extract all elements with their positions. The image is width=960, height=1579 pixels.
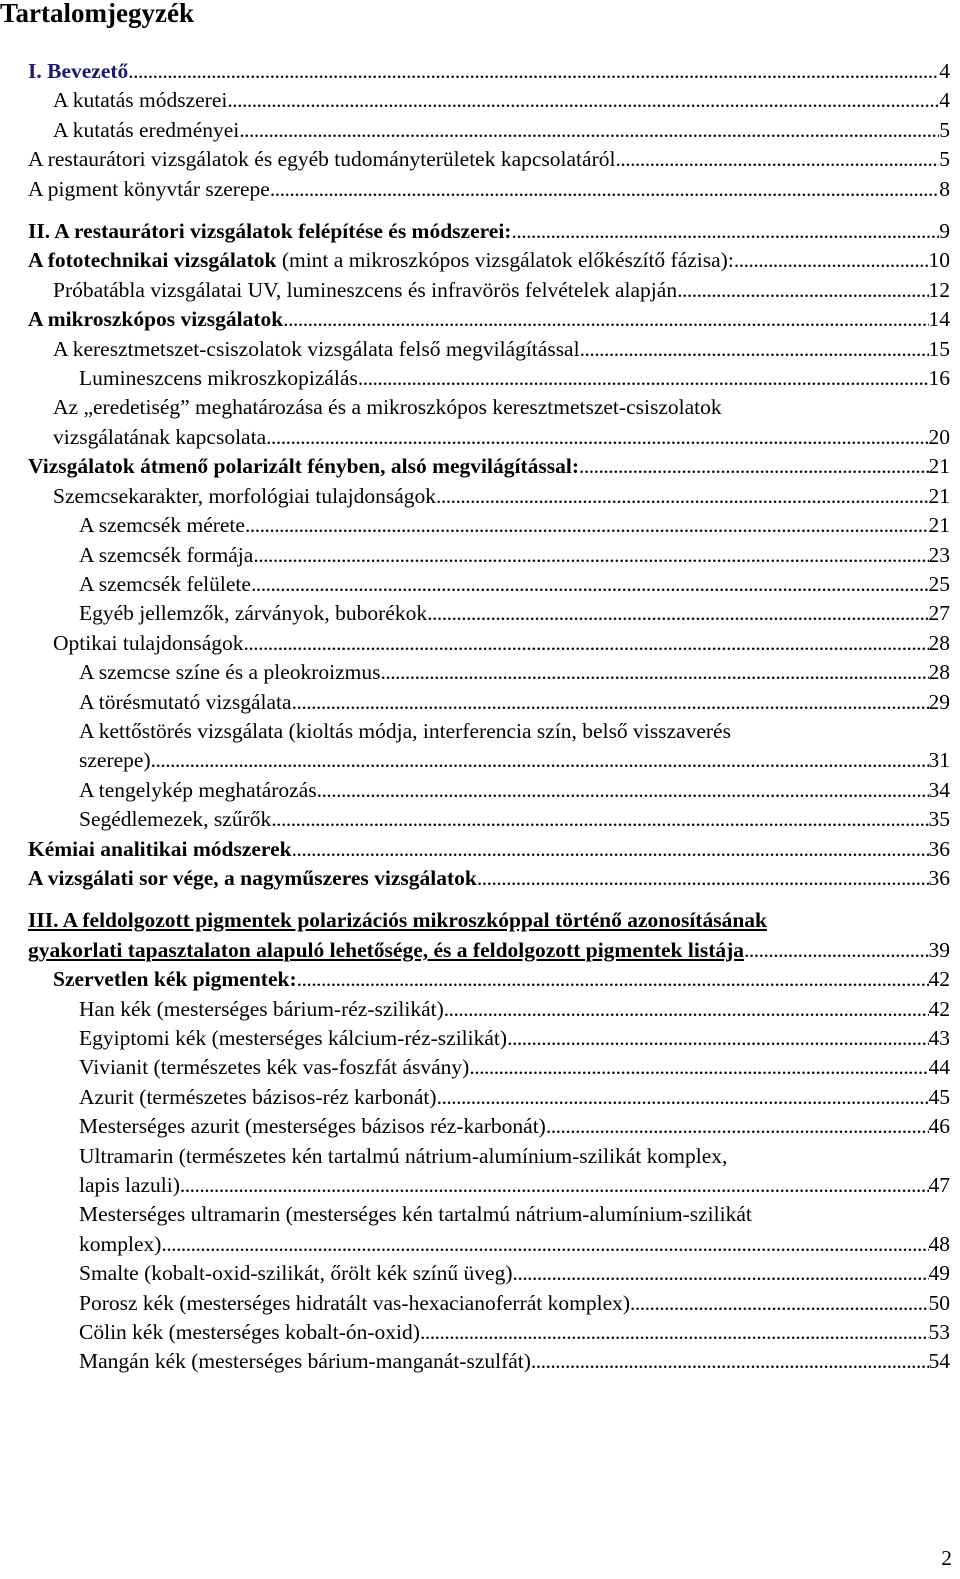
- toc-page-number: 49: [928, 1261, 950, 1286]
- toc-page-number: 10: [928, 248, 950, 273]
- toc-entry-text: A mikroszkópos vizsgálatok: [28, 307, 284, 332]
- toc-entry[interactable]: [28, 965, 950, 994]
- toc-page-number: 21: [928, 483, 950, 508]
- toc-entry-text: Szervetlen kék pigmentek:: [53, 967, 297, 992]
- toc-page-number: 21: [928, 513, 950, 538]
- toc-page-number: 45: [928, 1084, 950, 1109]
- toc-page-number: 36: [928, 865, 950, 890]
- toc-entry[interactable]: [28, 629, 950, 658]
- toc-leader-dots: [266, 423, 928, 452]
- toc-entry-text: A fototechnikai vizsgálatok (mint a mikroszkópos vizsgálatok előkészítő fázisa):: [28, 248, 734, 273]
- toc-leader-dots: [227, 86, 939, 115]
- toc-entry-text-line1: Ultramarin (természetes kén tartalmú nátrium-alumínium-szilikát komplex,: [79, 1143, 728, 1168]
- toc-entry[interactable]: [28, 1024, 950, 1053]
- toc-entry-text: Egyéb jellemzők, zárványok, buborékok: [79, 601, 428, 626]
- toc-leader-dots: [292, 688, 929, 717]
- toc-leader-dots: [271, 805, 928, 834]
- toc-entry-text: komplex): [79, 1231, 162, 1256]
- toc-entry[interactable]: [28, 511, 950, 540]
- toc-page-number: 36: [928, 836, 950, 861]
- toc-entry-text: I. Bevezető: [28, 59, 129, 83]
- toc-entry-text: A kutatás eredményei: [53, 117, 240, 142]
- toc-entry-text: A restaurátori vizsgálatok és egyéb tudományterületek kapcsolatáról: [28, 147, 616, 172]
- toc-entry[interactable]: [28, 864, 950, 893]
- toc-leader-dots: [151, 746, 929, 775]
- toc-leader-dots: [251, 570, 929, 599]
- toc-leader-dots: [283, 305, 928, 334]
- toc-page-number: 14: [928, 307, 950, 332]
- toc-page-number: 31: [928, 748, 950, 773]
- toc-leader-dots: [630, 1289, 928, 1318]
- toc-entry-text: Egyiptomi kék (mesterséges kálcium-réz-szilikát): [79, 1026, 508, 1050]
- toc-entry-text: A pigment könyvtár szerepe: [28, 176, 270, 201]
- toc-entry[interactable]: [28, 57, 950, 86]
- toc-entry-text: A törésmutató vizsgálata: [79, 689, 292, 714]
- toc-entry-text: Vizsgálatok átmenő polarizált fényben, alsó megvilágítással:: [28, 454, 580, 479]
- toc-entry[interactable]: [28, 570, 950, 599]
- toc-page-number: 8: [939, 176, 950, 201]
- toc-entry-text: A szemcsék felülete: [79, 571, 251, 596]
- toc-entry-text: Smalte (kobalt-oxid-szilikát, őrölt kék színű üveg): [79, 1261, 513, 1286]
- toc-entry-text: Cölin kék (mesterséges kobalt-ón-oxid): [79, 1320, 420, 1345]
- toc-leader-dots: [531, 1347, 929, 1376]
- toc-page-number: 15: [928, 336, 950, 361]
- toc-leader-dots: [292, 835, 929, 864]
- toc-page-number: 28: [928, 630, 950, 655]
- toc-leader-dots: [381, 658, 929, 687]
- toc-entry-text-line1: III. A feldolgozott pigmentek polarizációs mikroszkóppal történő azonosításának: [28, 908, 767, 933]
- toc-page-number: 28: [928, 660, 950, 685]
- toc-leader-dots: [546, 1112, 929, 1141]
- toc-entry[interactable]: [28, 482, 950, 511]
- toc-entry-text: Mangán kék (mesterséges bárium-manganát-szulfát): [79, 1349, 531, 1374]
- toc-page-number: 27: [928, 601, 950, 626]
- toc-page-number: 42: [928, 967, 950, 992]
- toc-leader-dots: [469, 1053, 928, 1082]
- toc-page-number: 43: [928, 1026, 950, 1050]
- toc-leader-dots: [436, 482, 928, 511]
- toc-entry[interactable]: [28, 1289, 950, 1318]
- toc-entry-text: vizsgálatának kapcsolata: [53, 424, 267, 449]
- toc-leader-dots: [358, 364, 929, 393]
- toc-page-number: 5: [939, 147, 950, 172]
- toc-entry-text: A szemcsék formája: [79, 542, 254, 567]
- toc-entry[interactable]: [28, 995, 950, 1024]
- toc-entry[interactable]: [28, 1318, 950, 1347]
- toc-entry-text: Azurit (természetes bázisos-réz karbonát): [79, 1084, 437, 1109]
- toc-entry-text-line1: A kettőstörés vizsgálata (kioltás módja, interferencia szín, belső visszaverés: [79, 718, 731, 743]
- toc-leader-dots: [245, 511, 929, 540]
- toc-entry-text-line1: Az „eredetiség” meghatározása és a mikroszkópos keresztmetszet-csiszolatok: [53, 395, 722, 420]
- toc-page-number: 12: [928, 277, 950, 302]
- toc-page-number: 53: [928, 1320, 950, 1345]
- toc-entry[interactable]: [28, 776, 950, 805]
- toc-entry[interactable]: [28, 688, 950, 717]
- toc-entry-text: Porosz kék (mesterséges hidratált vas-hexacianoferrát komplex): [79, 1290, 631, 1315]
- toc-entry[interactable]: [28, 452, 950, 481]
- toc-entry[interactable]: [28, 305, 950, 334]
- toc-page-number: 16: [928, 366, 950, 391]
- toc-leader-dots: [444, 995, 929, 1024]
- toc-leader-dots: [420, 1318, 929, 1347]
- toc-page-number: 44: [928, 1055, 950, 1080]
- toc-entry[interactable]: [28, 246, 950, 275]
- toc-entry-text: Mesterséges azurit (mesterséges bázisos réz-karbonát): [79, 1114, 546, 1139]
- toc-entry[interactable]: [28, 717, 950, 776]
- toc-entry[interactable]: [28, 599, 950, 628]
- page-number: 2: [941, 1546, 952, 1570]
- toc-entry-text: szerepe): [79, 748, 151, 773]
- toc-entry-text: Kémiai analitikai módszerek: [28, 836, 292, 861]
- toc-leader-dots: [477, 864, 929, 893]
- toc-entry-text: A szemcsék mérete: [79, 513, 245, 538]
- toc-leader-dots: [297, 965, 929, 994]
- toc-entry[interactable]: [28, 658, 950, 687]
- toc-entry[interactable]: [28, 276, 950, 305]
- toc-page-number: 25: [928, 571, 950, 596]
- toc-entry[interactable]: [28, 835, 950, 864]
- toc-leader-dots: [513, 1259, 929, 1288]
- toc-entry[interactable]: [28, 335, 950, 364]
- toc-entry-text: A kutatás módszerei: [53, 88, 228, 113]
- toc-entry[interactable]: [28, 1259, 950, 1288]
- toc-entry[interactable]: [28, 1347, 950, 1376]
- toc-entry-text: Segédlemezek, szűrők: [79, 807, 272, 832]
- toc-entry[interactable]: [28, 217, 950, 246]
- toc-page-number: 35: [928, 807, 950, 832]
- toc-page-number: 20: [928, 424, 950, 449]
- toc-leader-dots: [734, 246, 929, 275]
- toc-page-number: 50: [928, 1290, 950, 1315]
- toc-entry-text-line1: Mesterséges ultramarin (mesterséges kén tartalmú nátrium-alumínium-szilikát: [79, 1202, 752, 1227]
- toc-entry-text: Szemcsekarakter, morfológiai tulajdonságok: [53, 483, 437, 508]
- toc-entry-text: Optikai tulajdonságok: [53, 630, 244, 655]
- toc-leader-dots: [128, 57, 939, 86]
- toc-page-number: 29: [928, 689, 950, 714]
- toc-page-number: 47: [928, 1173, 950, 1198]
- toc-leader-dots: [270, 175, 939, 204]
- toc-page-number: 9: [939, 219, 950, 244]
- toc-entry[interactable]: [28, 86, 950, 115]
- toc-entry-text: gyakorlati tapasztalaton alapuló lehetősége, és a feldolgozott pigmentek listája: [28, 937, 745, 962]
- toc-leader-dots: [579, 452, 928, 481]
- toc-leader-dots: [244, 629, 929, 658]
- toc-page-number: 5: [939, 117, 950, 142]
- toc-leader-dots: [239, 116, 939, 145]
- toc-entry-text: A keresztmetszet-csiszolatok vizsgálata felső megvilágítással: [53, 336, 580, 361]
- toc-page-number: 34: [928, 777, 950, 802]
- toc-entry-text: Han kék (mesterséges bárium-réz-szilikát): [79, 996, 444, 1021]
- toc-entry[interactable]: [28, 1142, 950, 1201]
- toc-entry[interactable]: [28, 805, 950, 834]
- toc-leader-dots: [317, 776, 929, 805]
- toc-page-number: 48: [928, 1231, 950, 1256]
- toc-leader-dots: [507, 1024, 928, 1053]
- toc-entry[interactable]: [28, 1083, 950, 1112]
- toc-page-number: 21: [928, 454, 950, 479]
- toc-entry-text: lapis lazuli): [79, 1173, 180, 1198]
- toc-entry[interactable]: [28, 541, 950, 570]
- toc-leader-dots: [580, 335, 929, 364]
- toc-leader-dots: [253, 541, 928, 570]
- toc-entry[interactable]: [28, 1112, 950, 1141]
- toc-entry[interactable]: [28, 1200, 950, 1259]
- toc-entry[interactable]: [28, 145, 950, 174]
- toc-entry[interactable]: [28, 906, 950, 965]
- toc-entry[interactable]: [28, 1053, 950, 1082]
- toc-page-number: 39: [928, 937, 950, 962]
- toc-entry[interactable]: [28, 364, 950, 393]
- toc-leader-dots: [180, 1171, 929, 1200]
- toc-page-number: 4: [939, 88, 950, 113]
- toc-entry-text-bold: A fototechnikai vizsgálatok: [28, 248, 277, 273]
- toc-leader-dots: [437, 1083, 929, 1112]
- table-of-contents: [28, 57, 950, 1377]
- toc-entry[interactable]: [28, 116, 950, 145]
- toc-entry-text: A szemcse színe és a pleokroizmus: [79, 660, 381, 685]
- toc-entry-text: Próbatábla vizsgálatai UV, lumineszcens és infravörös felvételek alapján: [53, 277, 678, 302]
- toc-leader-dots: [511, 217, 939, 246]
- toc-page-number: 23: [928, 542, 950, 567]
- toc-page-number: 4: [939, 59, 950, 83]
- toc-entry-text: II. A restaurátori vizsgálatok felépítése és módszerei:: [28, 219, 512, 244]
- toc-page-number: 54: [928, 1349, 950, 1374]
- toc-page-number: 42: [928, 996, 950, 1021]
- toc-entry[interactable]: [28, 393, 950, 452]
- toc-entry-text: Lumineszcens mikroszkopizálás: [79, 366, 358, 391]
- toc-leader-dots: [744, 936, 928, 965]
- page-title: Tartalomjegyzék: [0, 0, 194, 28]
- toc-leader-dots: [677, 276, 928, 305]
- toc-page-number: 46: [928, 1114, 950, 1139]
- toc-leader-dots: [615, 145, 939, 174]
- toc-entry[interactable]: [28, 175, 950, 204]
- toc-entry-text: Vivianit (természetes kék vas-foszfát ásvány): [79, 1055, 470, 1080]
- toc-leader-dots: [161, 1230, 928, 1259]
- toc-leader-dots: [427, 599, 928, 628]
- toc-entry-text: A tengelykép meghatározás: [79, 777, 317, 802]
- toc-entry-text: A vizsgálati sor vége, a nagyműszeres vizsgálatok: [28, 865, 477, 890]
